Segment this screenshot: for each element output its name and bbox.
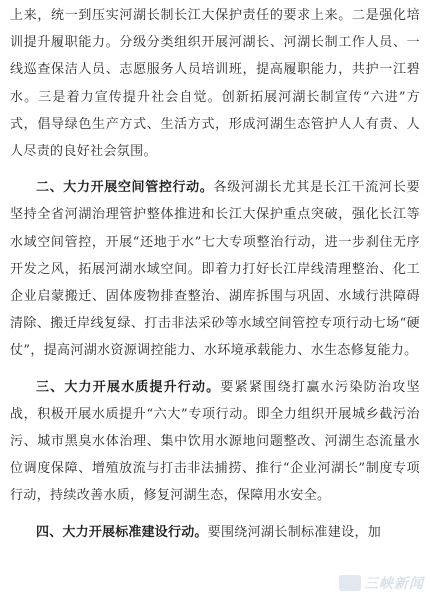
watermark-text: 三峡新闻 (364, 576, 424, 592)
watermark-icon (339, 575, 361, 591)
paragraph-2-text: 各级河湖长尤其是长江干流河长要坚持全省河湖治理管护整体推进和长江大保护重点突破，强化长江等水域空间管控，开展“还地于水”七大专项整治行动，进一步刹住无序开发之风，拓展河湖水域空间。即着力打好长江岸线清理整治、化工企业启蒙搬迁、固体废物排查整治、湖库拆围与巩固、水域行洪障碍清除、搬迁岸线复绿、打击非法采砂等水域空间管控专项行动七场“硬仗”，提高河湖水资源调控能力、水环境承载能力、水生态修复能力。 (10, 180, 420, 359)
paragraph-1 (10, 2, 420, 165)
paragraph-4-text: 要围绕河湖长制标准建设，加 (207, 524, 382, 540)
paragraph-3 (10, 374, 420, 510)
paragraph-4 (10, 519, 420, 546)
watermark-logo (339, 573, 424, 593)
section-2-heading: 二、大力开展空间管控行动。 (36, 180, 214, 196)
paragraph-2 (10, 174, 420, 364)
paragraph-3-text: 要紧紧围绕打赢水污染防治攻坚战，积极开展水质提升“六大”专项行动。即全力组织开展城乡截污治污、城市黑臭水体治理、集中饮用水源地问题整改、河湖生态流量水位调度保障、增殖放流与打击非法捕捞、推行“企业河湖长”制度专项行动，持续改善水质，修复河湖生态，保障用水安全。 (10, 379, 420, 504)
section-4-heading: 四、大力开展标准建设行动。 (36, 524, 208, 540)
paragraph-1-text: 上来，统一到压实河湖长制长江大保护责任的要求上来。二是强化培训提升履职能力。分级分类组织开展河湖长、河湖长制工作人员、一线巡查保洁人员、志愿服务人员培训班，提高履职能力，共护一江碧水。三是着力宣传提升社会自觉。创新拓展河湖长制宣传“六进”方式，倡导绿色生产方式、生活方式，形成河湖生态管护人人有责、人人尽责的良好社会氛围。 (10, 8, 420, 160)
section-3-heading: 三、大力开展水质提升行动。 (36, 379, 221, 395)
document-page (10, 2, 420, 546)
